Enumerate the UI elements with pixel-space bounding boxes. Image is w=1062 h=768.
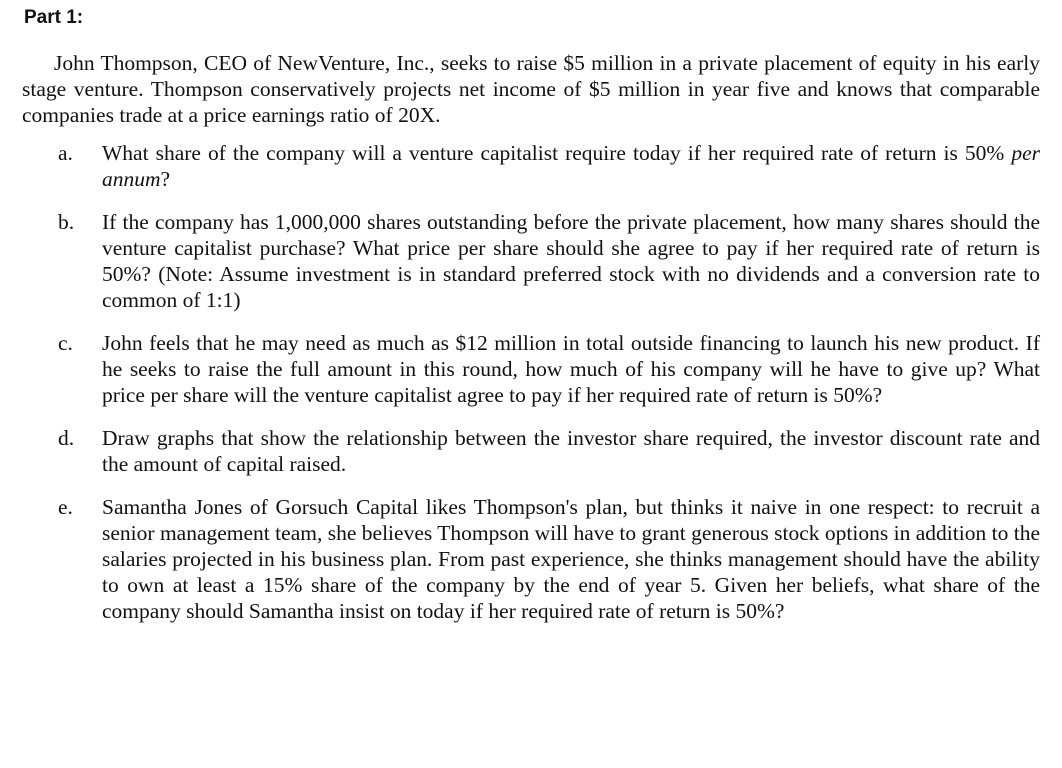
question-c [22,330,1040,408]
question-suffix: ? [160,167,171,191]
question-letter: d. [58,426,75,450]
question-b [22,209,1040,313]
question-list [22,140,1040,624]
document-page [22,6,1040,641]
question-text: John feels that he may need as much as $12 million in total outside financing to launch his new product. If he seeks to raise the full amount in this round, how much of his company will he have to give up? What price per share will the venture capitalist agree to pay if her required rate of return is 50%? [102,331,1040,407]
question-letter: c. [58,331,73,355]
question-letter: b. [58,210,75,234]
question-text: Draw graphs that show the relationship between the investor share required, the investor discount rate and the amount of capital raised. [102,426,1040,476]
question-letter: e. [58,495,73,519]
part-heading: Part 1: [24,7,84,28]
question-d [22,425,1040,477]
question-text: If the company has 1,000,000 shares outstanding before the private placement, how many shares should the venture capitalist purchase? What price per share should she agree to pay if her required rate of return is 50%? (Note: Assume investment is in standard preferred stock with no dividends and a conversion rate to common of 1:1) [102,210,1040,312]
question-text: Samantha Jones of Gorsuch Capital likes Thompson's plan, but thinks it naive in one respect: to recruit a senior management team, she believes Thompson will have to grant generous stock options in addition to the salaries projected in his business plan. From past experience, she thinks management should have the ability to own at least a 15% share of the company by the end of year 5. Given her beliefs, what share of the company should Samantha insist on today if her required rate of return is 50%? [102,495,1040,623]
question-a [22,140,1040,192]
question-text-main: What share of the company will a venture capitalist require today if her required rate of return is 50% [102,141,1005,165]
question-emphasis: per annum [102,141,1040,191]
intro-paragraph: John Thompson, CEO of NewVenture, Inc., seeks to raise $5 million in a private placement of equity in his early stage venture. Thompson conservatively projects net income of $5 million in year five and knows that comparable companies trade at a price earnings ratio of 20X. [22,51,1040,127]
question-e [22,494,1040,624]
question-text [102,140,1040,192]
question-letter: a. [58,141,73,165]
